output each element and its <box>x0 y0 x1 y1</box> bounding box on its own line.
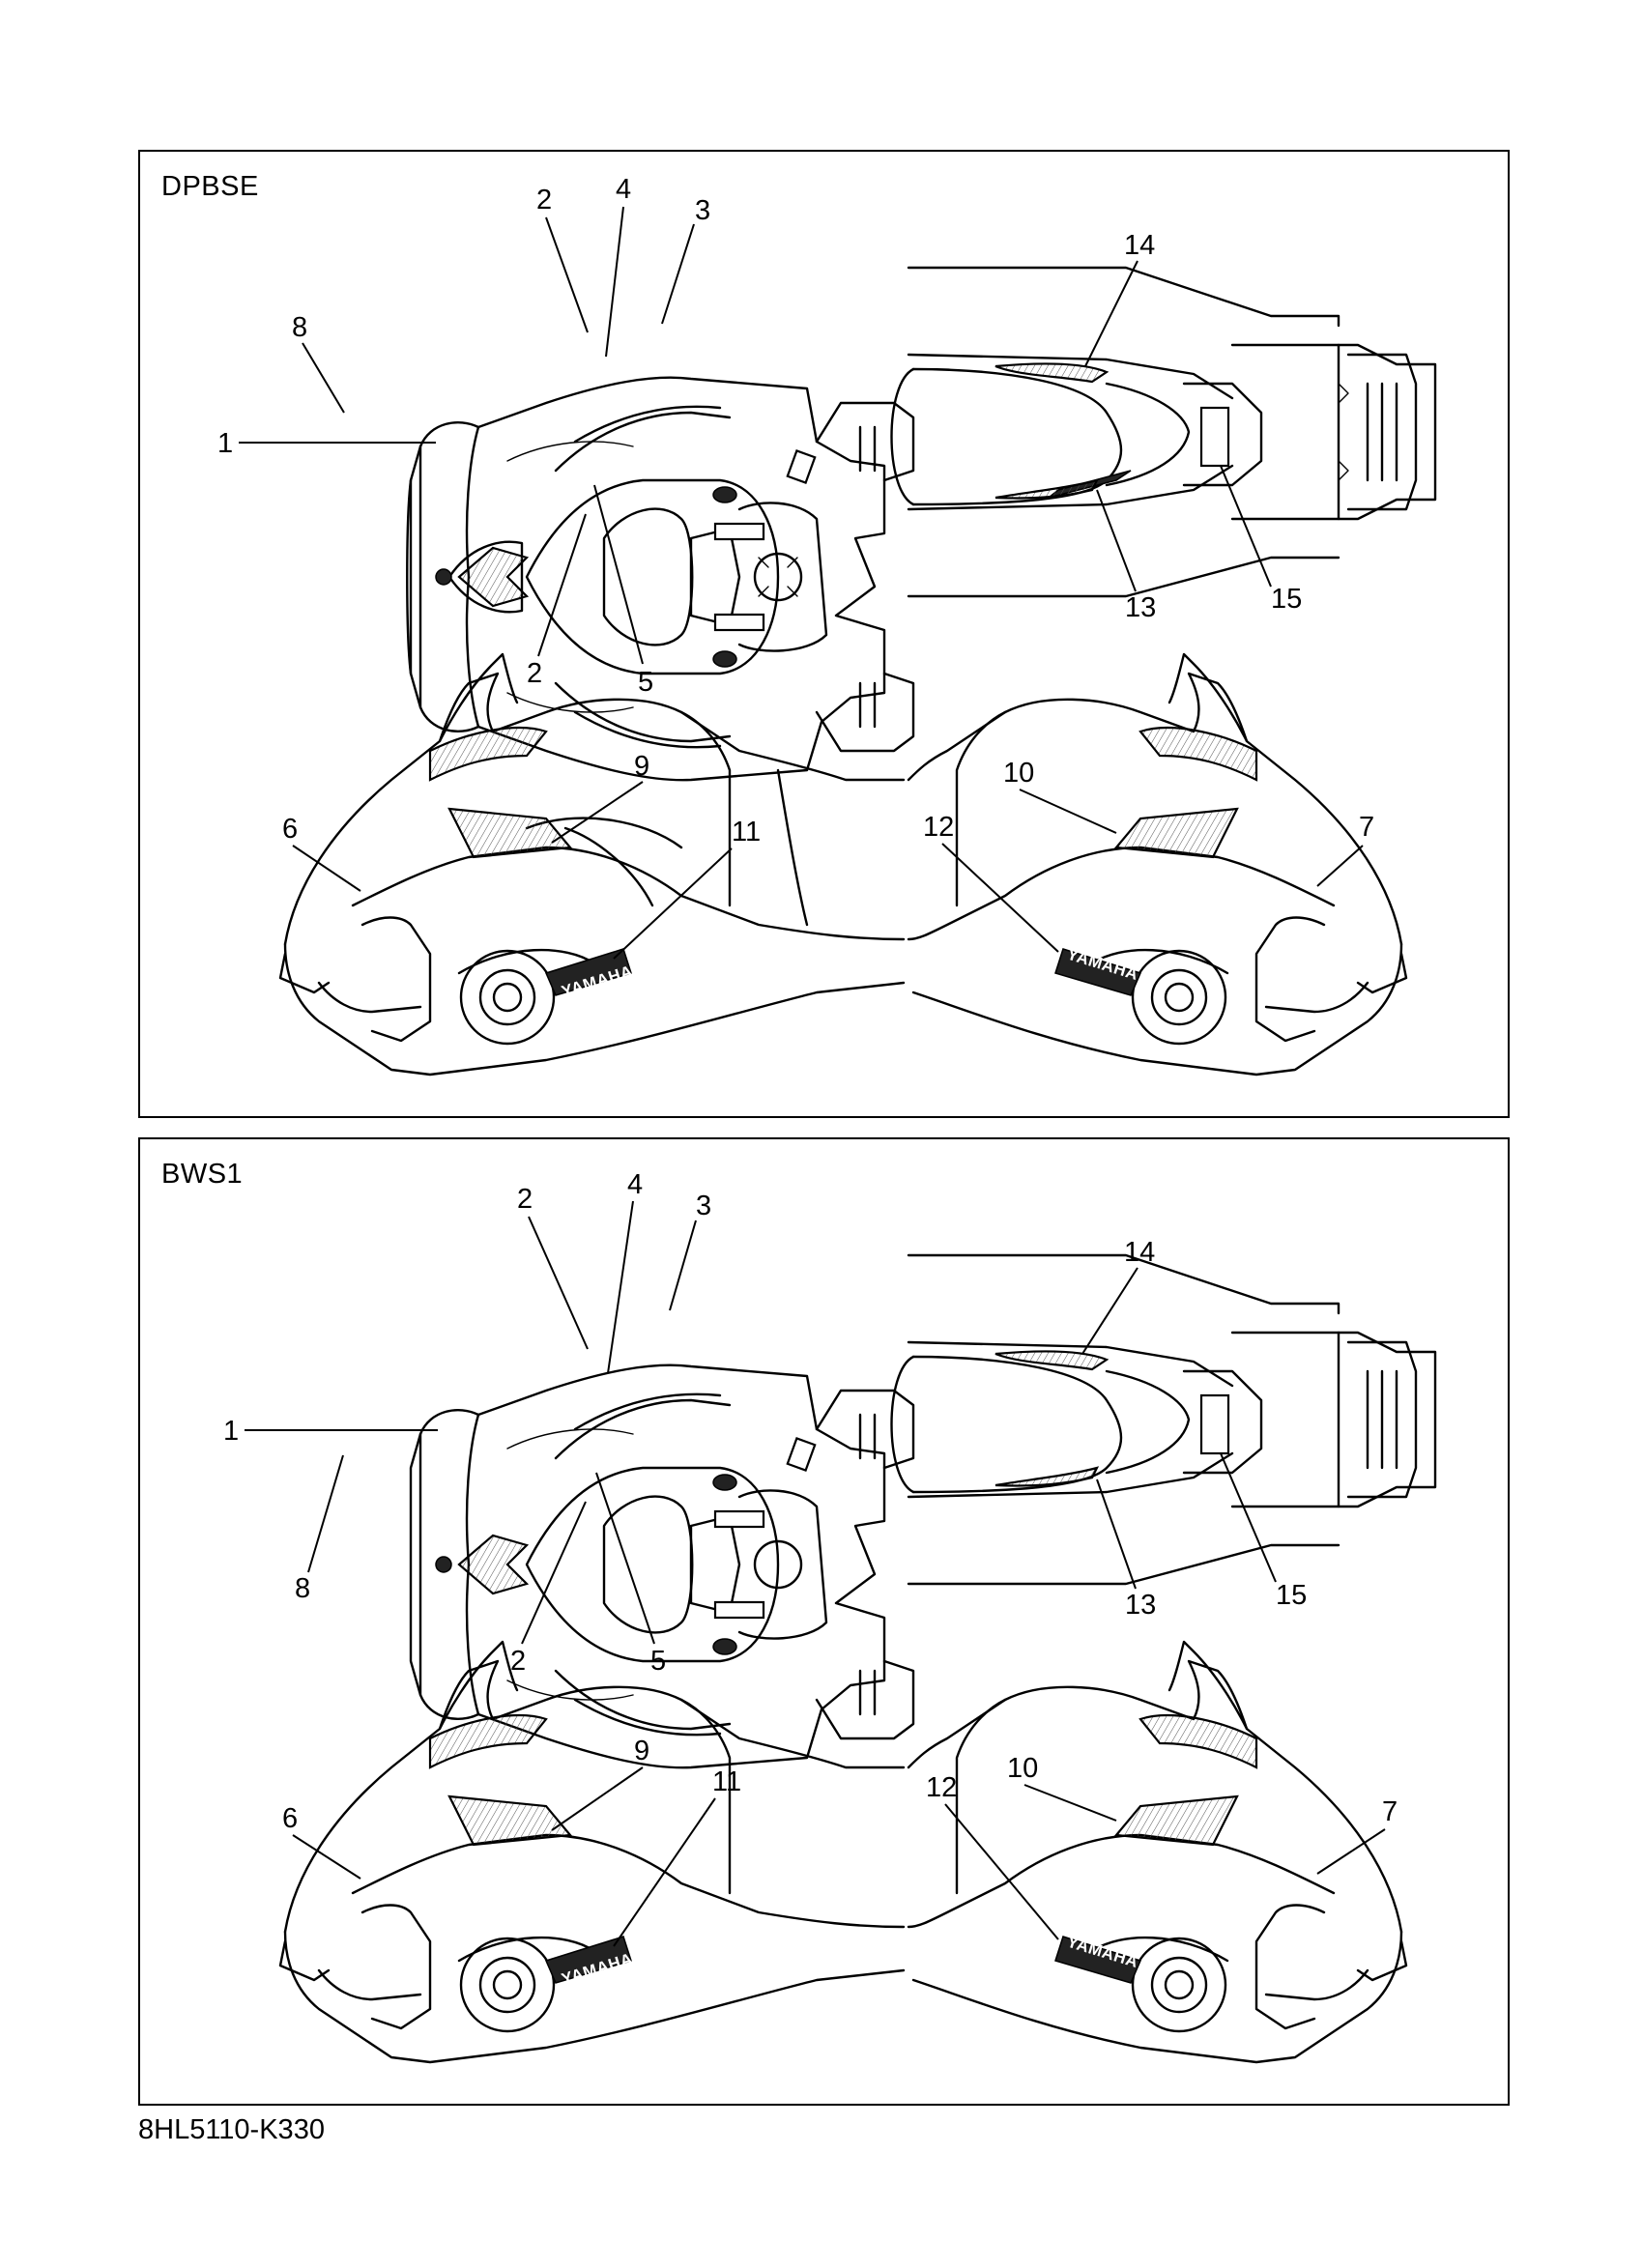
callout-10: 10 <box>1003 758 1035 789</box>
callout-14: 14 <box>1124 1237 1156 1268</box>
decal-diagram <box>140 152 1508 1116</box>
stern-view-drawing <box>892 268 1436 596</box>
callout-13: 13 <box>1125 592 1157 623</box>
yamaha-logo-decal: YAMAHA <box>559 962 636 1001</box>
callout-4: 4 <box>616 174 632 205</box>
left-side-view-callouts <box>282 751 761 959</box>
callout-2-upper: 2 <box>517 1184 533 1215</box>
decal-panel-bws1 <box>138 1137 1510 2106</box>
left-side-view-drawing <box>280 1642 904 2062</box>
stern-view-callouts <box>1085 230 1302 623</box>
decal-diagram <box>140 1139 1508 2104</box>
callout-9: 9 <box>634 751 650 782</box>
callout-5: 5 <box>638 667 654 698</box>
callout-1: 1 <box>223 1416 240 1447</box>
callout-11: 11 <box>712 1766 742 1797</box>
top-view-drawing <box>407 378 913 780</box>
callout-7: 7 <box>1359 812 1375 843</box>
callout-14: 14 <box>1124 230 1156 261</box>
callout-8: 8 <box>295 1573 311 1604</box>
callout-15: 15 <box>1276 1580 1308 1611</box>
callout-3: 3 <box>695 195 711 226</box>
stern-view-callouts <box>1082 1237 1307 1621</box>
right-side-view-callouts <box>923 758 1374 952</box>
yamaha-logo-decal: YAMAHA <box>1064 944 1141 985</box>
callout-8: 8 <box>292 312 308 343</box>
right-side-view-callouts <box>926 1753 1398 1939</box>
yamaha-logo-decal: YAMAHA <box>1064 1932 1141 1972</box>
top-view-callouts <box>217 174 710 698</box>
stern-view-drawing <box>892 1255 1436 1584</box>
callout-1: 1 <box>217 428 234 459</box>
decal-panel-dpbse <box>138 150 1510 1118</box>
panel-label: BWS1 <box>161 1159 244 1190</box>
callout-11: 11 <box>732 817 762 847</box>
callout-6: 6 <box>282 814 299 845</box>
callout-12: 12 <box>923 812 955 843</box>
callout-6: 6 <box>282 1803 299 1834</box>
callout-2-lower: 2 <box>527 658 543 689</box>
right-side-view-drawing <box>908 654 1406 1075</box>
top-view-drawing <box>411 1365 913 1767</box>
panel-label: DPBSE <box>161 171 259 202</box>
callout-2-lower: 2 <box>510 1646 527 1677</box>
callout-12: 12 <box>926 1772 958 1803</box>
callout-10: 10 <box>1007 1753 1039 1784</box>
callout-15: 15 <box>1271 584 1303 615</box>
callout-5: 5 <box>650 1646 667 1677</box>
callout-4: 4 <box>627 1169 644 1200</box>
callout-9: 9 <box>634 1736 650 1766</box>
left-side-view-drawing <box>280 654 904 1075</box>
document-code: 8HL5110-K330 <box>138 2114 325 2145</box>
callout-3: 3 <box>696 1191 712 1221</box>
yamaha-logo-decal: YAMAHA <box>559 1949 636 1989</box>
callout-7: 7 <box>1382 1796 1398 1827</box>
callout-2-upper: 2 <box>536 185 553 215</box>
right-side-view-drawing <box>908 1642 1406 2062</box>
callout-13: 13 <box>1125 1590 1157 1621</box>
